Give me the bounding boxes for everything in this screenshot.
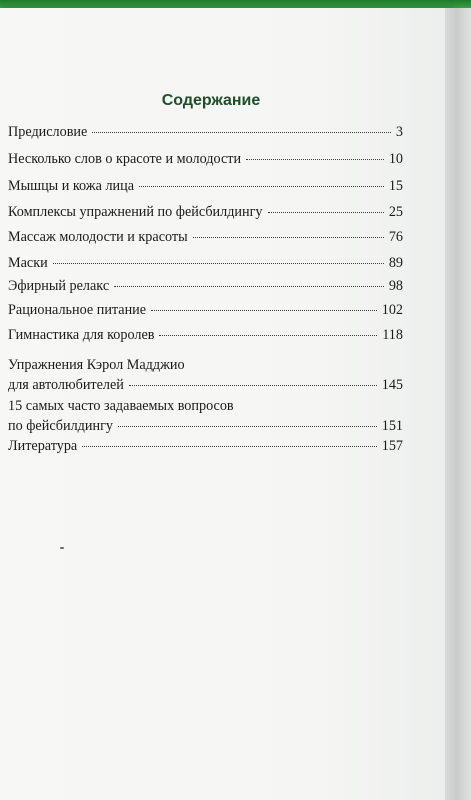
toc-entry-gymnastics (8, 327, 403, 344)
toc-dot-leader (139, 186, 384, 187)
toc-entry-title: Упражнения Кэрол Мадджио (8, 357, 185, 373)
toc-entry-page: 89 (388, 255, 403, 271)
toc-entry-page: 157 (381, 438, 403, 454)
toc-dot-leader (118, 426, 377, 427)
toc-entry-page: 98 (388, 278, 403, 294)
toc-dot-leader (246, 159, 384, 160)
toc-entry-title-line2: для автолюбителей (8, 377, 124, 393)
toc-entry-title: 15 самых часто задаваемых вопросов (8, 398, 234, 414)
toc-entry-maggio-exercises (8, 357, 403, 394)
toc-entry-title-line2: по фейсбилдингу (8, 418, 113, 434)
toc-entry-relax (8, 278, 403, 295)
toc-entry-page: 118 (382, 327, 403, 343)
toc-entry-page: 102 (381, 302, 403, 318)
toc-dot-leader (92, 132, 391, 133)
print-speck (60, 547, 64, 549)
toc-dot-leader (268, 212, 384, 213)
toc-entry-title: Литература (8, 438, 78, 454)
toc-entry-masks (8, 255, 403, 272)
toc-entry-title: Рациональное питание (8, 302, 147, 318)
toc-entry-page: 151 (381, 418, 403, 434)
toc-entry-title: Комплексы упражнений по фейсбилдингу (8, 204, 263, 220)
toc-dot-leader (151, 310, 377, 311)
toc-entry-page: 15 (388, 178, 403, 194)
cover-edge-band (0, 0, 471, 8)
toc-entry-massage (8, 229, 403, 246)
toc-entry-face-muscles (8, 178, 403, 195)
toc-entry-page: 3 (395, 124, 403, 140)
toc-entry-beauty-youth (8, 151, 403, 168)
page-gutter-edge (445, 8, 471, 800)
toc-entry-page: 10 (388, 151, 403, 167)
toc-heading: Содержание (161, 92, 261, 109)
toc-entry-title: Гимнастика для королев (8, 327, 155, 343)
toc-entry-page: 25 (388, 204, 403, 220)
toc-dot-leader (193, 237, 384, 238)
toc-entry-title: Предисловие (8, 124, 88, 140)
toc-entry-page: 76 (388, 229, 403, 245)
toc-entry-title: Мышцы и кожа лица (8, 178, 135, 194)
toc-entry-title: Эфирный релакс (8, 278, 110, 294)
toc-entry-nutrition (8, 302, 403, 319)
toc-entry-faq (8, 398, 403, 435)
toc-dot-leader (159, 335, 377, 336)
toc-entry-literature (8, 438, 403, 455)
toc-entry-title: Несколько слов о красоте и молодости (8, 151, 242, 167)
toc-entry-title: Маски (8, 255, 48, 271)
toc-dot-leader (53, 263, 384, 264)
toc-entry-exercise-sets (8, 204, 403, 221)
toc-entry-title: Массаж молодости и красоты (8, 229, 188, 245)
toc-entry-page: 145 (381, 377, 403, 393)
toc-dot-leader (129, 385, 377, 386)
toc-entry-preface (8, 124, 403, 141)
toc-dot-leader (82, 446, 376, 447)
toc-dot-leader (114, 286, 384, 287)
